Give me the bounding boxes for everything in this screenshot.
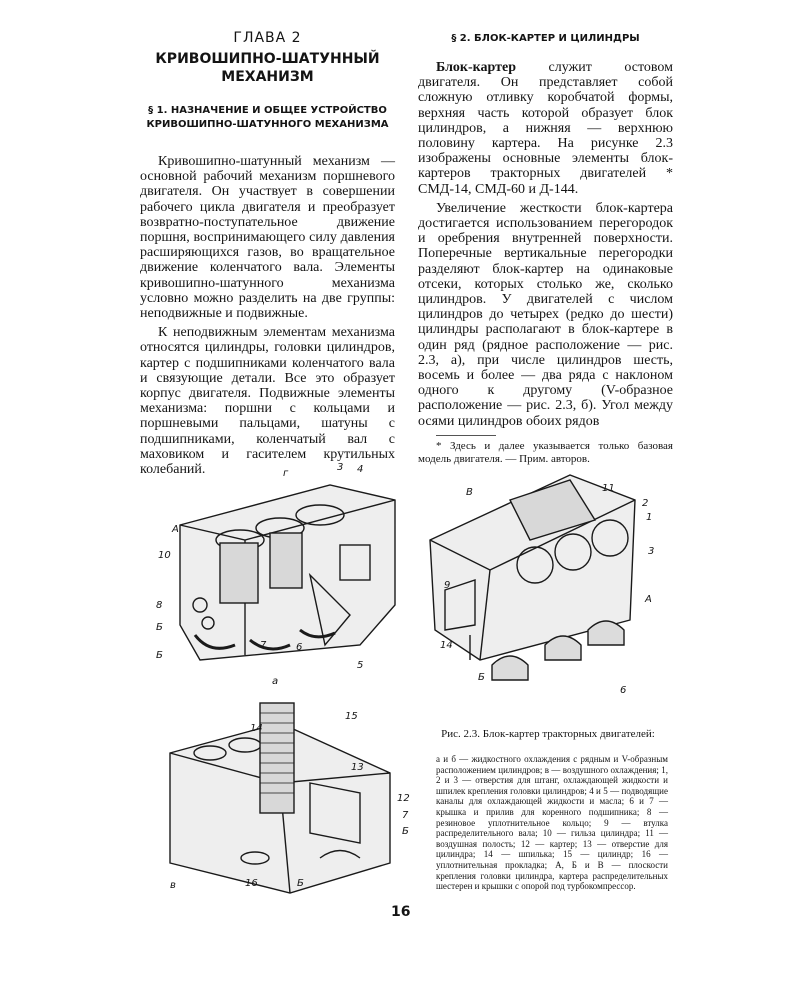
- callout-a-3: 3: [337, 462, 344, 473]
- callout-v-B1: Б: [402, 826, 409, 837]
- figure-b-v-block: [420, 460, 660, 705]
- section1-heading: [140, 104, 395, 132]
- figure-v-air-cooled: [160, 693, 410, 903]
- chapter-title: [140, 50, 395, 86]
- footnote: * Здесь и далее указывается только базовая модель двигателя. — Прим. авторов.: [418, 439, 673, 465]
- callout-a-5: 5: [357, 660, 364, 671]
- callout-v-15: 15: [345, 711, 358, 722]
- callout-a-B2: Б: [156, 650, 163, 661]
- footnote-divider: [436, 435, 496, 436]
- figure-legend: а и б — жидкостного охлаждения с рядным и V-образным расположением цилиндров; в — воздушного охлаждения; 1, 2 и 3 — отверстия для штанг, охлаждающей жидкости и шпилек крепления головки цилиндров; 4 и 5 — подводящие каналы для охлаждающей жидкости и масла; 6 и 7 — крышка и прилив для коренного подшипника; 8 — резиновое уплотнительное кольцо; 9 — втулка распределительного вала; 10 — гильза цилиндра; 11 — воздушная полость; 12 — картер; 13 — отверстие для цилиндра; 14 — шпилька; 15 — цилиндр; 16 — уплотнительная прокладка; А, Б и В — плоскости крепления головки цилиндра, картера распределительных шестерен и крышки с опорой под турбокомпрессор.: [436, 754, 668, 892]
- left-paragraph-1: Кривошипно-шатунный механизм — основной рабочий механизм поршневого двигателя. Он участвует в совершении рабочего цикла двигателя и преобразует возвратно-поступательное движение поршня, воспринимающего силу давления расширяющихся газов, во вращательное движение коленчатого вала. Элементы кривошипно-шатунного механизма условно можно разделить на две группы: неподвижные и подвижные.: [140, 154, 395, 322]
- chapter-label: ГЛАВА 2: [233, 30, 302, 46]
- callout-v-13: 13: [351, 762, 364, 773]
- section1-heading-line2: КРИВОШИПНО-ШАТУННОГО МЕХАНИЗМА: [146, 119, 389, 130]
- left-column: [140, 28, 395, 477]
- figure-v-label: в: [170, 880, 176, 891]
- callout-b-A: А: [645, 594, 652, 605]
- callout-b-V: В: [466, 487, 473, 498]
- callout-a-7: 7: [260, 640, 267, 651]
- callout-a-4: 4: [357, 464, 364, 475]
- engine-block-v-drawing: [160, 693, 410, 903]
- section2-heading: § 2. БЛОК-КАРТЕР И ЦИЛИНДРЫ: [451, 33, 640, 44]
- right-paragraph-2: Увеличение жесткости блок-картера достигается использованием перегородок и оребрения внутренней поверхности. Поперечные вертикальные перегородки разделяют блок-картер на одинаковые отсеки, которых столько же, сколько цилиндров. У двигателей с числом цилиндров до четырех (редко до шести) цилиндры располагают в блок-картере в один ряд (рядное расположение — рис. 2.3, а), при числе цилиндров шесть, восемь и более — два ряда с наклоном одного к другому (V-образное расположение — рис. 2.3, б). Угол между осями цилиндров обоих рядов: [418, 200, 673, 429]
- callout-b-3: 3: [648, 546, 655, 557]
- right-paragraph-1: [418, 60, 673, 197]
- figure-a-label: а: [272, 676, 279, 687]
- engine-block-b-drawing: [420, 460, 660, 705]
- figure-caption: Рис. 2.3. Блок-картер тракторных двигателей:: [441, 728, 655, 740]
- callout-b-11: 11: [602, 483, 615, 494]
- callout-b-2: 2: [642, 498, 649, 509]
- callout-b-9: 9: [444, 580, 451, 591]
- callout-a-8: 8: [156, 600, 163, 611]
- callout-v-B2: Б: [297, 878, 304, 889]
- callout-b-1: 1: [646, 512, 653, 523]
- term-block-karter: Блок-картер: [436, 60, 516, 75]
- callout-v-14: 14: [250, 723, 263, 734]
- callout-b-B: Б: [478, 672, 485, 683]
- callout-a-6: 6: [296, 642, 303, 653]
- callout-a-10: 10: [158, 550, 171, 561]
- figure-a-inline-block: [160, 455, 410, 685]
- callout-a-A: А: [172, 524, 179, 535]
- right-paragraph-1-text: служит остовом двигателя. Он представляет собой сложную отливку коробчатой формы, верхняя часть которой образует блок цилиндров, а нижняя — верхнюю половину картера. На рисунке 2.3 изображены основные элементы блок-картеров тракторных двигателей * СМД-14, СМД-60 и Д-144.: [418, 60, 673, 197]
- chapter-title-line1: КРИВОШИПНО-ШАТУННЫЙ: [155, 51, 380, 67]
- page-number: 16: [391, 904, 411, 920]
- right-column: [418, 28, 673, 466]
- engine-block-a-drawing: [160, 455, 410, 685]
- chapter-title-line2: МЕХАНИЗМ: [221, 69, 314, 85]
- callout-v-12: 12: [397, 793, 410, 804]
- section1-heading-line1: § 1. НАЗНАЧЕНИЕ И ОБЩЕЕ УСТРОЙСТВО: [148, 105, 387, 116]
- callout-a-g: г: [283, 468, 289, 479]
- callout-a-B1: Б: [156, 622, 163, 633]
- callout-b-14: 14: [440, 640, 453, 651]
- callout-b-6: 6: [620, 685, 627, 696]
- callout-v-7: 7: [402, 810, 409, 821]
- left-paragraph-2: К неподвижным элементам механизма относятся цилиндры, головки цилиндров, картер с подшипниками коленчатого вала и связующие детали. Все это образует корпус двигателя. Подвижные элементы механизма: поршни с кольцами и поршневыми пальцами, шатуны с подшипниками, коленчатый вал с маховиком и гасителем крутильных колебаний.: [140, 325, 395, 478]
- callout-v-16: 16: [245, 878, 258, 889]
